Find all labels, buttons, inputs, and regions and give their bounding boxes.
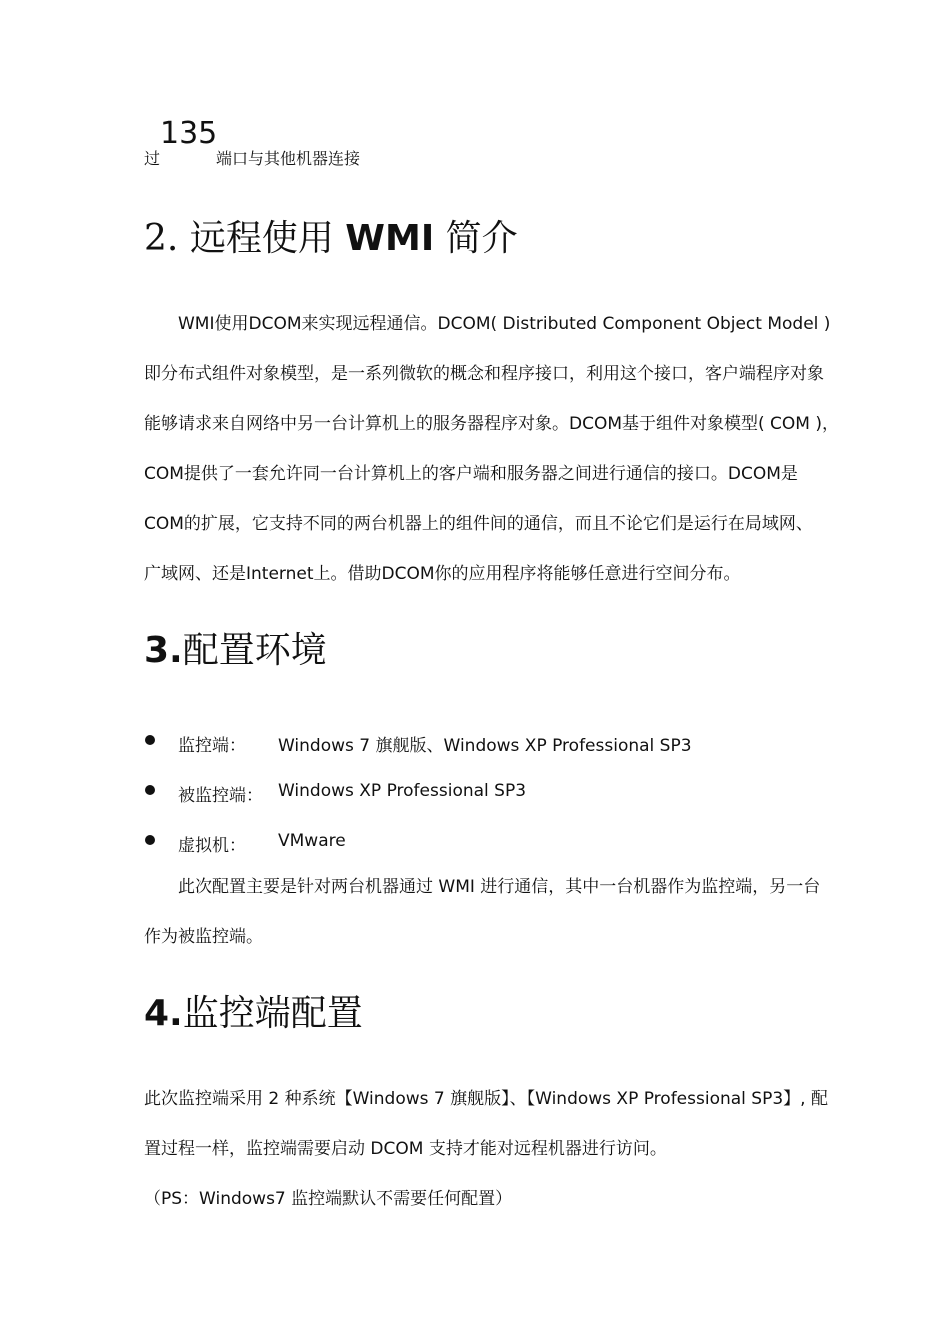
bullet-icon [145, 785, 155, 795]
section-2-line-6: 广域网、还是Internet上。借助DCOM你的应用程序将能够任意进行空间分布。 [144, 564, 741, 584]
bullet-value: Windows XP Professional SP3 [278, 781, 527, 801]
fragment-port-number: 135 [160, 116, 218, 151]
bullet-label: 虚拟机： [178, 836, 246, 856]
section-2-line-5: COM的扩展，它支持不同的两台机器上的组件间的通信，而且不论它们是运行在局域网、 [144, 514, 813, 534]
bullet-label: 被监控端： [178, 786, 263, 806]
fragment-prefix: 过 [144, 149, 161, 168]
section-4-line-1: 此次监控端采用 2 种系统【Windows 7 旗舰版】、【Windows XP Professional SP3】, 配 [144, 1089, 828, 1109]
bullet-icon [145, 735, 155, 745]
section-2-line-3: 能够请求来自网络中另一台计算机上的服务器程序对象。DCOM基于组件对象模型( COM )， [144, 414, 839, 434]
section-2-title-b: WMI [345, 218, 435, 259]
section-2-number: 2. [144, 218, 179, 259]
section-2-line-2: 即分布式组件对象模型，是一系列微软的概念和程序接口，利用这个接口，客户端程序对象 [144, 364, 824, 384]
section-3-line-1: 此次配置主要是针对两台机器通过 WMI 进行通信，其中一台机器作为监控端，另一台 [178, 877, 821, 897]
section-3-title: 配置环境 [182, 630, 327, 671]
section-3-heading [144, 622, 327, 673]
bullet-value: Windows 7 旗舰版、Windows XP Professional SP3 [278, 736, 692, 756]
section-2-title-c: 简介 [445, 218, 518, 259]
section-2-line-4: COM提供了一套允许同一台计算机上的客户端和服务器之间进行通信的接口。DCOM是 [144, 464, 798, 484]
section-4-number: 4. [144, 993, 183, 1034]
section-2-title-a: 远程使用 [189, 218, 334, 259]
bullet-label: 监控端： [178, 736, 246, 756]
section-3-number: 3. [144, 630, 183, 671]
section-2-heading [144, 210, 518, 261]
fragment-suffix: 端口与其他机器连接 [216, 149, 361, 168]
section-4-line-3: （PS：Windows7 监控端默认不需要任何配置） [144, 1189, 513, 1209]
section-4-title: 监控端配置 [182, 993, 363, 1034]
section-2-line-1: WMI使用DCOM来实现远程通信。DCOM( Distributed Component Object Model ) [178, 314, 831, 334]
bullet-icon [145, 835, 155, 845]
section-4-line-2: 置过程一样，监控端需要启动 DCOM 支持才能对远程机器进行访问。 [144, 1139, 667, 1159]
section-3-line-2: 作为被监控端。 [144, 927, 263, 947]
bullet-value: VMware [278, 831, 346, 851]
section-4-heading [144, 985, 363, 1036]
